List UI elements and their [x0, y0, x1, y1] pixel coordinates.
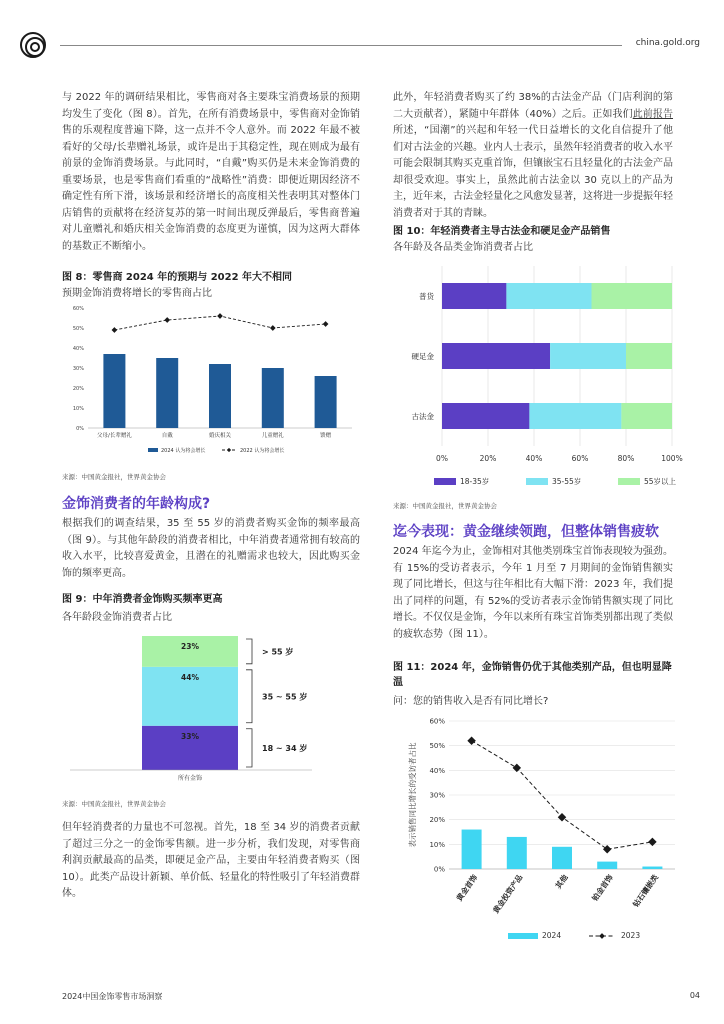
page-number: 04 — [689, 991, 700, 1000]
fig8-ytick-label: 0% — [76, 426, 84, 432]
fig9-bracket — [246, 729, 252, 767]
fig9-plot — [70, 636, 312, 782]
fig8-plot — [73, 306, 352, 454]
fig10-bar-segment — [550, 343, 626, 369]
fig11-category-label: 黄金投资产品 — [491, 872, 525, 916]
fig10-xtick-label: 20% — [479, 454, 497, 463]
fig11-ytick-label: 40% — [429, 766, 445, 775]
fig10-category-label: 古法金 — [411, 412, 434, 421]
fig10-legend-swatch — [526, 478, 548, 485]
fig10-bar-segment — [442, 343, 550, 369]
fig9-segment-label: 23% — [181, 642, 199, 651]
fig10-legend-swatch — [618, 478, 640, 485]
world-gold-council-logo-icon — [20, 32, 46, 58]
fig11-bar-2024 — [507, 837, 527, 869]
left-paragraph-1: 与 2022 年的调研结果相比，零售商对各主要珠宝消费场景的预期均发生了变化（图 8）。首先，在所有消费场景中，零售商对金饰销售的乐观程度普遍下降，这一点并不令人意外。而 2022 年最不被看好的父母/长辈赠礼场景，或许是出于其稳定性，现在则成为最有前景的金饰消费场景。与此同时，“自戴”购买仍是未来金饰消费的重要场景，也是零售商们看重的“战略性”消费：即便近期因经济不确定性有所下滑，该场景和经济增长的高度相关性表明其对整体门店销售的贡献将在经济复苏的第一时间出现反弹最后，零售商普遍对儿童赠礼和婚庆相关金饰消费的态度更为谨慎，因为这两大群体的基数正不断缩小。 — [62, 92, 360, 252]
fig10-chart — [393, 258, 683, 490]
fig9-title: 图 9：中年消费者金饰购买频率更高 — [62, 594, 223, 605]
fig10-bar-segment — [442, 403, 529, 429]
fig8-legend-2024-swatch — [148, 448, 158, 452]
fig9-chart — [62, 630, 360, 790]
fig8-legend-2022-label: 2022 认为将会增长 — [240, 448, 285, 454]
fig11-y-axis-label: 表示销售同比增长的受访者占比 — [408, 742, 417, 848]
fig8-bar — [315, 376, 337, 428]
fig11-bar-2024 — [462, 830, 482, 869]
fig11-legend-2024-label: 2024 — [542, 931, 562, 940]
fig10-legend-swatch — [434, 478, 456, 485]
fig10-legend-label: 35-55岁 — [552, 477, 582, 486]
fig8-chart — [62, 300, 360, 468]
fig10-category-label: 普货 — [419, 292, 434, 301]
fig11-line-point-2023 — [558, 813, 566, 821]
fig10-legend-label: 18-35岁 — [460, 477, 490, 486]
fig10-xtick-label: 0% — [436, 454, 448, 463]
fig8-bar — [209, 364, 231, 428]
fig8-line-point — [217, 313, 223, 319]
fig8-source: 来源：中国黄金报社，世界黄金协会 — [62, 473, 166, 481]
fig9-source: 来源：中国黄金报社，世界黄金协会 — [62, 800, 166, 808]
fig11-category-label: 铂金首饰 — [590, 872, 615, 903]
fig11-title: 图 11：2024 年，金饰销售仍优于其他类别产品，但也明显降温 — [393, 662, 672, 688]
fig10-xtick-label: 40% — [525, 454, 543, 463]
fig8-ytick-label: 40% — [72, 346, 84, 352]
fig10-bar-segment — [442, 283, 506, 309]
fig8-bar — [262, 368, 284, 428]
fig8-bar — [103, 354, 125, 428]
fig8-ytick-label: 50% — [72, 326, 84, 332]
fig8-bar — [156, 358, 178, 428]
fig11-ytick-label: 10% — [429, 840, 445, 849]
fig8-category-label: 馈赠 — [320, 433, 332, 439]
fig8-legend-2024-label: 2024 认为将会增长 — [161, 448, 206, 454]
fig8-category-label: 父母/长辈赠礼 — [96, 433, 132, 439]
fig10-legend-label: 55岁以上 — [644, 477, 677, 486]
right-paragraph-1-text-a: 此外，年轻消费者购买了约 38%的古法金产品（门店利润的第二大贡献者），紧随中年群体（40%）之后。正如我们 — [393, 92, 673, 120]
fig10-bar-segment — [529, 403, 621, 429]
fig9-age-label: 18 ~ 34 岁 — [262, 743, 308, 753]
fig9-bracket — [246, 670, 252, 723]
fig8-subtitle: 预期金饰消费将增长的零售商占比 — [62, 288, 212, 299]
fig11-line-point-2023 — [648, 838, 656, 846]
left-paragraph-3: 但年轻消费者的力量也不可忽视。首先，18 至 34 岁的消费者贡献了超过三分之一的金饰零售额。进一步分析，我们发现，对零售商利润贡献最高的品类，即硬足金产品，主要由年轻消费者购买（图 10）。此类产品设计新颖、单价低、轻量化的特性吸引了年轻消费群体。 — [62, 822, 360, 899]
fig11-bar-2024 — [552, 847, 572, 869]
fig8-legend-2022-marker — [227, 448, 231, 452]
footer-title: 2024中国金饰零售市场洞察 — [62, 992, 163, 1001]
fig9-subtitle: 各年龄段金饰消费者占比 — [62, 612, 172, 623]
fig10-xtick-label: 60% — [571, 454, 589, 463]
fig11-category-label: 黄金首饰 — [454, 872, 480, 903]
fig11-plot — [407, 718, 675, 941]
fig8-ytick-label: 60% — [72, 306, 84, 312]
fig9-age-label: 35 ~ 55 岁 — [262, 692, 308, 702]
header-divider — [60, 45, 622, 46]
fig11-ytick-label: 60% — [429, 717, 445, 726]
fig9-bracket — [246, 639, 252, 664]
fig8-ytick-label: 20% — [72, 386, 84, 392]
site-url[interactable]: china.gold.org — [635, 38, 700, 48]
fig11-ytick-label: 30% — [429, 791, 445, 800]
fig11-ytick-label: 0% — [433, 865, 445, 874]
right-paragraph-1-text-b: 所述，“国潮”的兴起和年轻一代日益增长的文化自信提升了他们对古法金的兴趣。业内人士表示，虽然年轻消费者的收入水平可能会限制其购买克重首饰，但镶嵌宝石且轻量化的古法金产品却很受欢迎。事实上，虽然此前古法金以 30 克以上的产品为主，近年来，古法金轻量化之风愈发显著，这将进一步提振年轻消费者对于其的青睐。 — [393, 125, 673, 219]
right-paragraph-1 — [393, 90, 673, 222]
fig11-legend-2023-label: 2023 — [621, 931, 641, 940]
fig10-source: 来源：中国黄金报社，世界黄金协会 — [393, 502, 497, 510]
fig10-xtick-label: 80% — [617, 454, 635, 463]
left-paragraph-2: 根据我们的调查结果，35 至 55 岁的消费者购买金饰的频率最高（图 9）。与其他年龄段的消费者相比，中年消费者通常拥有较高的收入水平，比较喜爱黄金，且潜在的礼赠需求也较大，因此购买金饰的频率更高。 — [62, 518, 360, 579]
right-paragraph-2: 2024 年迄今为止，金饰相对其他类别珠宝首饰表现较为强劲。有 15%的受访者表示，今年 1 月至 7 月期间的金饰销售额实现了同比增长，但这与往年相比有大幅下滑：2023 年，我们提出了同样的问题，有 52%的受访者表示金饰销售额实现了同比增长。不仅仅是金饰，今年以来所有珠宝首饰类别都出现了类似的疲软态势（图 11）。 — [393, 546, 673, 640]
previous-report-link[interactable]: 此前报告 — [632, 108, 674, 120]
fig11-category-label: 钻石镶嵌类 — [631, 872, 661, 909]
fig9-segment-label: 44% — [181, 672, 199, 682]
fig8-line-point — [323, 321, 329, 327]
fig11-line-point-2023 — [603, 845, 611, 853]
fig10-xtick-label: 100% — [661, 454, 683, 463]
fig9-category-label: 所有金饰 — [177, 775, 203, 782]
fig9-age-label: > 55 岁 — [262, 647, 294, 657]
fig9-segment-label: 33% — [181, 731, 199, 741]
fig11-bar-2024 — [597, 862, 617, 869]
fig8-ytick-label: 30% — [72, 366, 84, 372]
fig10-plot — [412, 266, 683, 486]
fig11-subtitle: 问：您的销售收入是否有同比增长? — [393, 696, 549, 707]
fig10-bar-segment — [626, 343, 672, 369]
fig10-subtitle: 各年龄及各品类金饰消费者占比 — [393, 242, 533, 253]
fig11-line-point-2023 — [467, 736, 475, 744]
fig8-category-label: 自戴 — [161, 433, 173, 439]
fig10-bar-segment — [506, 283, 591, 309]
fig11-ytick-label: 20% — [429, 816, 445, 825]
fig8-ytick-label: 10% — [72, 406, 84, 412]
fig8-category-label: 婚庆相关 — [208, 433, 232, 439]
fig11-category-label: 其他 — [553, 872, 570, 891]
fig10-bar-segment — [621, 403, 672, 429]
fig8-title: 图 8：零售商 2024 年的预期与 2022 年大不相同 — [62, 272, 293, 283]
fig11-legend-2023-marker — [599, 933, 605, 939]
fig10-title: 图 10：年轻消费者主导古法金和硬足金产品销售 — [393, 226, 611, 237]
fig8-line-point — [164, 317, 170, 323]
fig9-stack-segment — [142, 636, 238, 667]
fig11-line-point-2023 — [513, 764, 521, 772]
fig11-chart — [393, 712, 683, 950]
fig8-line-point — [270, 325, 276, 331]
fig11-ytick-label: 50% — [429, 742, 445, 751]
fig11-bar-2024 — [642, 867, 662, 869]
fig11-legend-2024-swatch — [508, 933, 538, 939]
fig10-bar-segment — [592, 283, 673, 309]
fig8-category-label: 儿童赠礼 — [261, 433, 284, 439]
section-heading-performance: 迄今表现：黄金继续领跑，但整体销售疲软 — [393, 524, 659, 540]
fig10-category-label: 硬足金 — [411, 352, 434, 361]
fig8-line-point — [112, 327, 118, 333]
section-heading-age: 金饰消费者的年龄构成? — [62, 496, 211, 512]
